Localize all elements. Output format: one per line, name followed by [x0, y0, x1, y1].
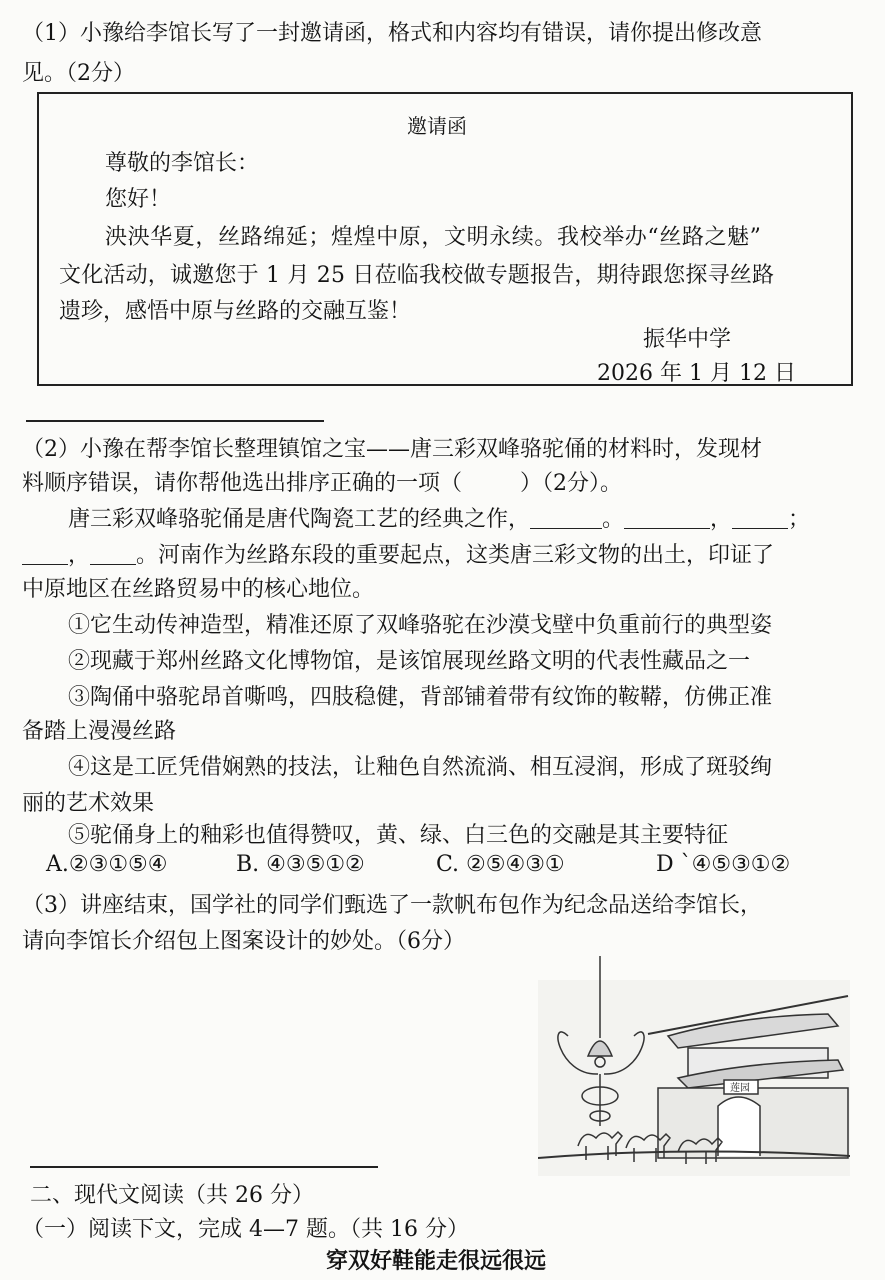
sentence-3-line1: ③陶俑中骆驼昂首嘶鸣，四肢稳健，背部铺着带有纹饰的鞍鞯，仿佛正准 [68, 685, 773, 710]
letter-salutation: 尊敬的李馆长： [105, 151, 260, 176]
passage-punct-1: 。 [602, 507, 625, 532]
option-a[interactable]: A.②③①⑤④ [46, 852, 168, 877]
option-d[interactable]: D `④⑤③①② [656, 852, 791, 877]
q1-line2: 见。（2分） [22, 61, 135, 86]
option-b[interactable]: B. ④③⑤①② [236, 852, 365, 877]
fill-blank-2[interactable] [624, 506, 710, 529]
sentence-1: ①它生动传神造型，精准还原了双峰骆驼在沙漠戈壁中负重前行的典型姿 [68, 613, 773, 638]
letter-title: 邀请函 [407, 114, 467, 138]
section2-heading: 二、现代文阅读（共 26 分） [30, 1183, 314, 1208]
q2-line2 [22, 466, 622, 497]
letter-greeting: 您好！ [105, 187, 172, 212]
q2-line2-score: ）（2分）。 [520, 471, 623, 496]
letter-body-line3: 遗珍，感悟中原与丝路的交融互鉴！ [59, 299, 412, 324]
q2-line1: （2）小豫在帮李馆长整理镇馆之宝——唐三彩双峰骆驼俑的材料时，发现材 [22, 437, 762, 462]
sentence-5: ⑤驼俑身上的釉彩也值得赞叹，黄、绿、白三色的交融是其主要特征 [68, 823, 729, 848]
letter-body-line1: 泱泱华夏，丝路绵延；煌煌中原，文明永续。我校举办“丝路之魅” [105, 225, 762, 250]
gate-plaque-text: 莲园 [730, 1083, 750, 1094]
passage-line2 [22, 538, 774, 569]
answer-space[interactable] [462, 471, 520, 493]
invitation-letter-box [37, 92, 853, 386]
sentence-4-line1: ④这是工匠凭借娴熟的技法，让釉色自然流淌、相互浸润，形成了斑驳绚 [68, 755, 773, 780]
passage-text-2: 。河南作为丝路东段的重要起点，这类唐三彩文物的出土，印证了 [136, 543, 775, 568]
fill-blank-5[interactable] [90, 542, 136, 565]
letter-signature: 振华中学 [643, 327, 732, 352]
sentence-2: ②现藏于郑州丝路文化博物馆，是该馆展现丝路文明的代表性藏品之一 [68, 649, 751, 674]
q3-line2: 请向李馆长介绍包上图案设计的妙处。（6分） [22, 929, 465, 954]
passage-line3: 中原地区在丝路贸易中的核心地位。 [22, 577, 375, 602]
divider-line [26, 420, 324, 422]
section-divider [30, 1166, 378, 1168]
q3-line1: （3）讲座结束，国学社的同学们甄选了一款帆布包作为纪念品送给李馆长， [22, 893, 762, 918]
passage-line1 [68, 502, 810, 533]
option-c[interactable]: C. ②⑤④③① [436, 852, 565, 877]
passage-punct-3: ； [788, 507, 811, 532]
fill-blank-3[interactable] [732, 506, 788, 529]
letter-body-line2: 文化活动，诚邀您于 1 月 25 日莅临我校做专题报告，期待跟您探寻丝路 [59, 263, 775, 288]
passage-punct-4: ， [68, 543, 91, 568]
passage-punct-2: ， [710, 507, 733, 532]
fill-blank-4[interactable] [22, 542, 68, 565]
canvas-bag-pattern-image [538, 956, 850, 1176]
letter-date: 2026 年 1 月 12 日 [597, 361, 796, 386]
q2-line2-text: 料顺序错误，请你帮他选出排序正确的一项（ [22, 471, 463, 496]
sentence-3-line2: 备踏上漫漫丝路 [22, 719, 177, 744]
fill-blank-1[interactable] [530, 506, 602, 529]
q1-line1: （1）小豫给李馆长写了一封邀请函，格式和内容均有错误，请你提出修改意 [22, 21, 762, 46]
passage-text-1: 唐三彩双峰骆驼俑是唐代陶瓷工艺的经典之作， [68, 507, 531, 532]
section2-subheading: （一）阅读下文，完成 4—7 题。（共 16 分） [22, 1217, 469, 1242]
sentence-4-line2: 丽的艺术效果 [22, 791, 155, 816]
article-title: 穿双好鞋能走很远很远 [326, 1249, 547, 1274]
